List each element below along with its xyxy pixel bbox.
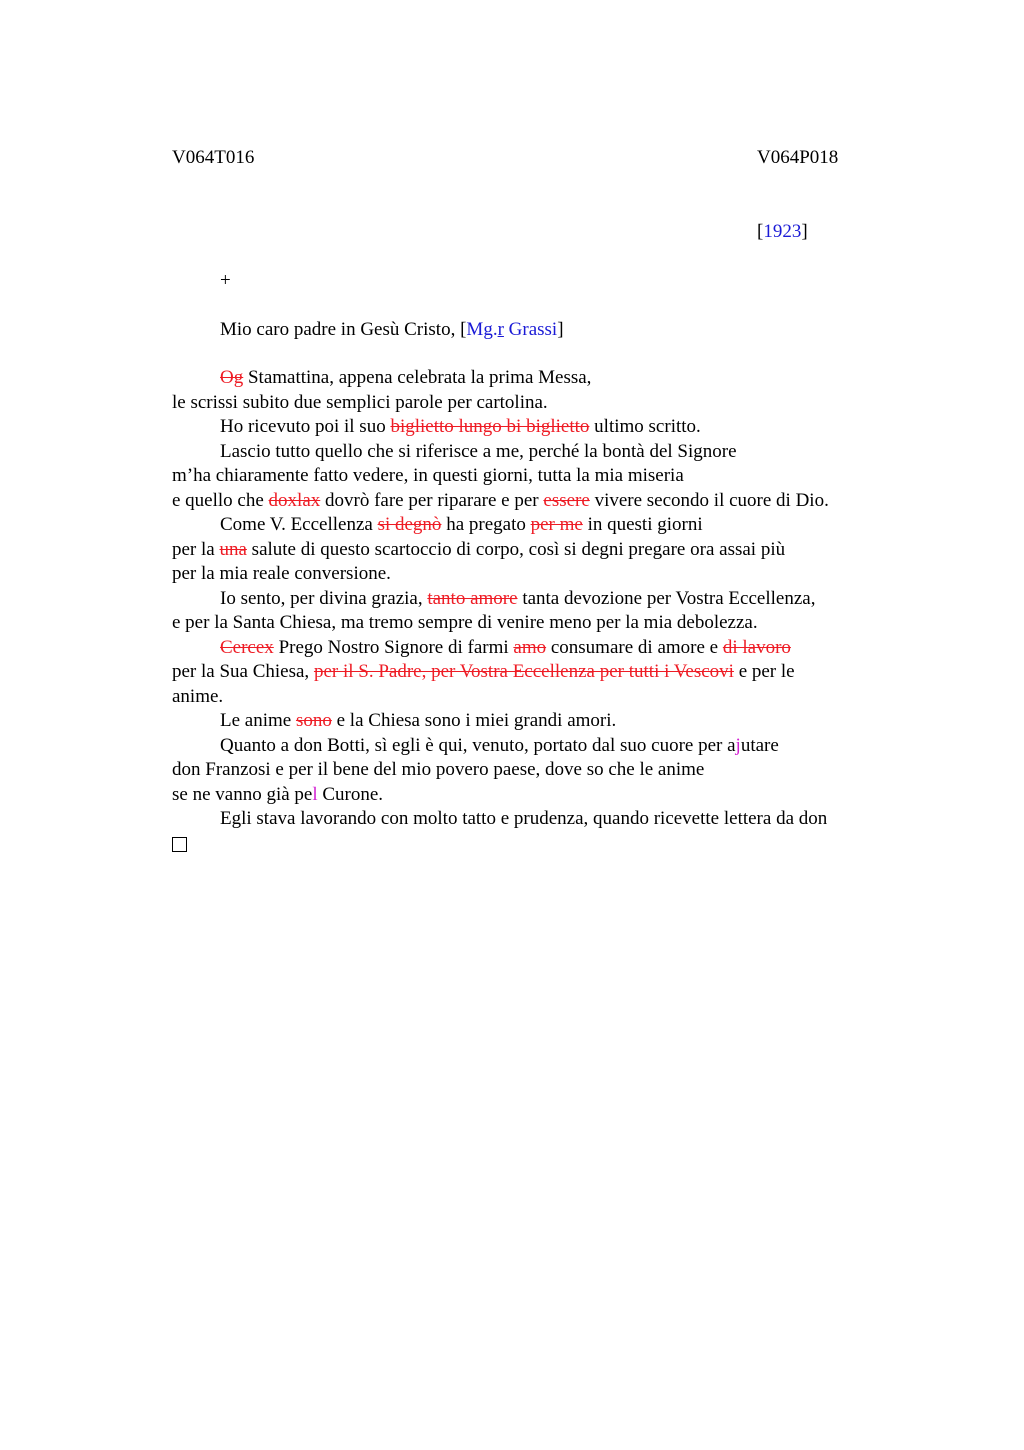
text-line	[172, 366, 912, 391]
line-text: vivere secondo il cuore di Dio.	[589, 489, 829, 511]
text-line	[172, 807, 912, 832]
line-text: Egli stava lavorando con molto tatto e prudenza, quando ricevette lettera da don	[220, 808, 828, 829]
line-text: utare	[740, 734, 779, 756]
line-text: se ne vanno già pe	[172, 783, 313, 805]
date-open: [	[757, 221, 764, 242]
text-line	[172, 783, 912, 808]
line-text: Curone.	[317, 783, 384, 805]
line-text: consumare di amore e	[546, 636, 723, 658]
line-text: Come V. Eccellenza	[220, 514, 378, 535]
salutation-text: Mio caro padre in Gesù Cristo,	[220, 319, 461, 340]
line-text: ha pregato	[441, 514, 531, 535]
text-line	[172, 562, 912, 587]
salutation-open: [	[460, 319, 467, 340]
deleted-text: si degnò	[377, 514, 442, 535]
deleted-text: essere	[543, 489, 590, 511]
line-text: per la mia reale conversione.	[172, 563, 391, 584]
deleted-text: biglietto lungo bi biglietto	[390, 416, 590, 437]
deleted-text: Cercex	[220, 636, 274, 658]
line-text: anime.	[172, 685, 224, 707]
deleted-text: per me	[530, 514, 583, 535]
line-text: Ho ricevuto poi il suo	[220, 416, 391, 437]
salutation-close: ]	[557, 319, 564, 340]
deleted-text: doxlax	[268, 489, 321, 511]
line-text: e per le	[733, 661, 795, 682]
line-text: dovrò fare per riparare e per	[320, 489, 544, 511]
square-icon	[172, 837, 187, 852]
line-text: e per la Santa Chiesa, ma tremo sempre di venire meno per la mia debolezza.	[172, 612, 758, 633]
line-text: m’ha chiaramente fatto vedere, in questi giorni, tutta la mia miseria	[172, 465, 684, 486]
salutation-title-b: r	[497, 319, 504, 340]
line-text: per la	[172, 538, 220, 560]
text-line	[172, 709, 912, 734]
doc-code-right: V064P018	[757, 147, 839, 168]
line-text: Prego Nostro Signore di farmi	[273, 636, 514, 658]
text-line	[172, 415, 912, 440]
deleted-text: tanto amore	[427, 587, 518, 609]
cross-mark: +	[220, 270, 231, 291]
date-bracket	[757, 220, 808, 244]
text-line	[172, 636, 912, 661]
text-line	[172, 464, 912, 489]
deleted-text: Og	[220, 367, 244, 388]
deleted-text: sono	[295, 710, 332, 731]
text-line	[172, 685, 912, 710]
line-text: Le anime	[220, 710, 296, 731]
text-line	[172, 660, 912, 685]
deleted-text: amo	[513, 636, 547, 658]
text-line	[172, 489, 912, 514]
text-line	[172, 734, 912, 759]
date-close: ]	[801, 221, 808, 242]
text-line	[172, 758, 912, 783]
text-line	[172, 611, 912, 636]
date-year: 1923	[763, 221, 802, 242]
corrected-letter: l	[312, 783, 318, 805]
line-text: Stamattina, appena celebrata la prima Messa,	[243, 367, 592, 388]
line-text: le scrissi subito due semplici parole per cartolina.	[172, 391, 548, 413]
line-text: per la Sua Chiesa,	[172, 661, 314, 682]
line-text: e quello che	[172, 489, 269, 511]
text-line	[172, 513, 912, 538]
text-line	[172, 587, 912, 612]
line-text: Quanto a don Botti, sì egli è qui, venuto, portato dal suo cuore per a	[220, 734, 736, 756]
salutation	[220, 318, 564, 342]
deleted-text: una	[219, 538, 247, 560]
line-text: ultimo scritto.	[589, 416, 701, 437]
deleted-text: di lavoro	[722, 636, 791, 658]
line-text: tanta devozione per Vostra Eccellenza,	[517, 587, 816, 609]
line-text: Lascio tutto quello che si riferisce a me, perché la bontà del Signore	[220, 440, 737, 462]
line-text: Io sento, per divina grazia,	[220, 587, 428, 609]
text-line	[172, 391, 912, 416]
salutation-title-a: Mg.	[466, 319, 498, 340]
corrected-letter: j	[735, 734, 741, 756]
letter-body	[172, 366, 912, 856]
text-line	[172, 440, 912, 465]
end-marker	[172, 832, 912, 857]
line-text: in questi giorni	[582, 514, 703, 535]
text-line	[172, 538, 912, 563]
deleted-text: per il S. Padre, per Vostra Eccellenza per tutti i Vescovi	[313, 661, 734, 682]
line-text: don Franzosi e per il bene del mio povero paese, dove so che le anime	[172, 759, 705, 780]
line-text: salute di questo scartoccio di corpo, così si degni pregare ora assai più	[246, 538, 786, 560]
doc-code-left: V064T016	[172, 147, 255, 168]
line-text: e la Chiesa sono i miei grandi amori.	[331, 710, 617, 731]
salutation-name: Grassi	[503, 319, 558, 340]
